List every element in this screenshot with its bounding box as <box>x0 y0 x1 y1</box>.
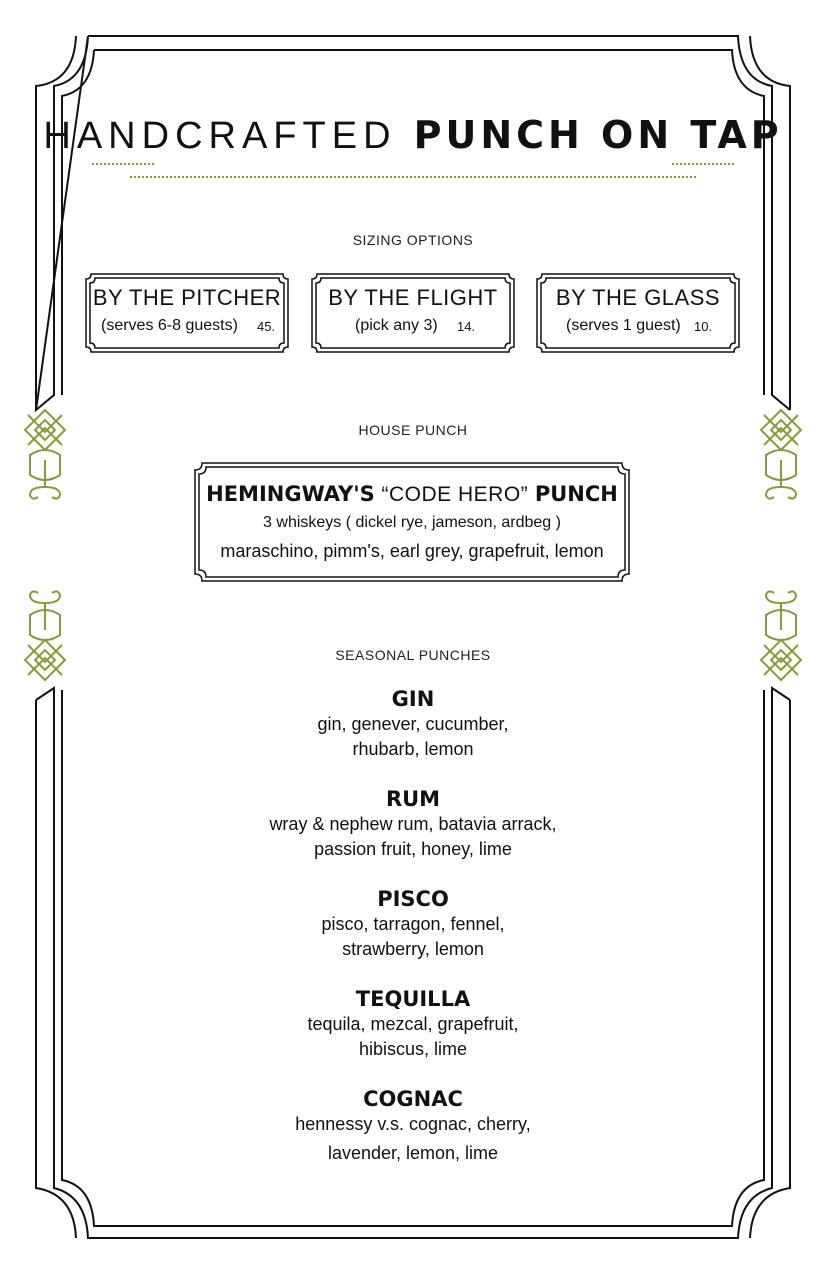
punch-item-pisco <box>0 886 826 962</box>
punch-item-gin <box>0 686 826 762</box>
size-option-title: BY THE PITCHER <box>92 285 282 310</box>
punch-name: TEQUILLA <box>355 987 471 1011</box>
size-option-detail: (serves 1 guest) <box>566 317 681 334</box>
punch-ingredients: rhubarb, lemon <box>352 739 474 759</box>
size-option-pitcher <box>85 273 289 353</box>
section-label-seasonal: SEASONAL PUNCHES <box>335 647 491 663</box>
title-dotted-rule-left <box>92 163 154 165</box>
celtic-knot-ornament-icon <box>756 405 806 505</box>
section-label-house: HOUSE PUNCH <box>358 422 468 438</box>
celtic-knot-ornament-icon <box>756 585 806 685</box>
house-punch-name-suffix: PUNCH <box>534 482 618 506</box>
title-light: HANDCRAFTED <box>43 115 397 157</box>
size-option-detail: (serves 6-8 guests) <box>101 317 238 334</box>
house-punch-ingredients-1: 3 whiskeys ( dickel rye, jameson, ardbeg ) <box>263 514 561 531</box>
punch-ingredients: wray & nephew rum, batavia arrack, <box>269 814 557 834</box>
punch-ingredients: strawberry, lemon <box>342 939 484 959</box>
size-option-flight <box>311 273 515 353</box>
punch-name: COGNAC <box>363 1087 463 1111</box>
punch-ingredients: hennessy v.s. cognac, cherry, <box>295 1114 531 1134</box>
punch-item-tequilla <box>0 986 826 1062</box>
size-option-price: 10. <box>694 319 713 334</box>
size-option-title: BY THE GLASS <box>555 285 721 310</box>
title-dotted-rule-right <box>672 163 734 165</box>
house-punch-card <box>194 462 630 582</box>
punch-item-cognac <box>0 1086 826 1166</box>
house-punch-name <box>194 482 630 507</box>
punch-ingredients: pisco, tarragon, fennel, <box>321 914 505 934</box>
page-title <box>0 110 826 161</box>
punch-name: GIN <box>391 687 435 711</box>
house-punch-ingredients-2: maraschino, pimm's, earl grey, grapefruit, lemon <box>220 541 604 561</box>
punch-ingredients: gin, genever, cucumber, <box>317 714 509 734</box>
punch-ingredients: hibiscus, lime <box>358 1039 468 1059</box>
size-option-glass <box>536 273 740 353</box>
title-bold: PUNCH ON TAP <box>413 113 783 157</box>
punch-item-rum <box>0 786 826 862</box>
house-punch-name-quote: “CODE HERO” <box>381 483 529 506</box>
size-option-title: BY THE FLIGHT <box>328 285 498 310</box>
punch-ingredients: passion fruit, honey, lime <box>314 839 512 859</box>
section-label-sizing: SIZING OPTIONS <box>352 232 474 248</box>
punch-ingredients: tequila, mezcal, grapefruit, <box>307 1014 519 1034</box>
punch-ingredients: lavender, lemon, lime <box>327 1143 499 1163</box>
size-option-price: 14. <box>457 319 476 334</box>
size-option-price: 45. <box>257 319 276 334</box>
punch-name: PISCO <box>377 887 449 911</box>
celtic-knot-ornament-icon <box>20 405 70 505</box>
title-dotted-rule <box>130 176 696 178</box>
celtic-knot-ornament-icon <box>20 585 70 685</box>
punch-name: RUM <box>385 787 441 811</box>
size-option-detail: (pick any 3) <box>355 317 438 334</box>
house-punch-name-prefix: HEMINGWAY'S <box>206 482 375 506</box>
